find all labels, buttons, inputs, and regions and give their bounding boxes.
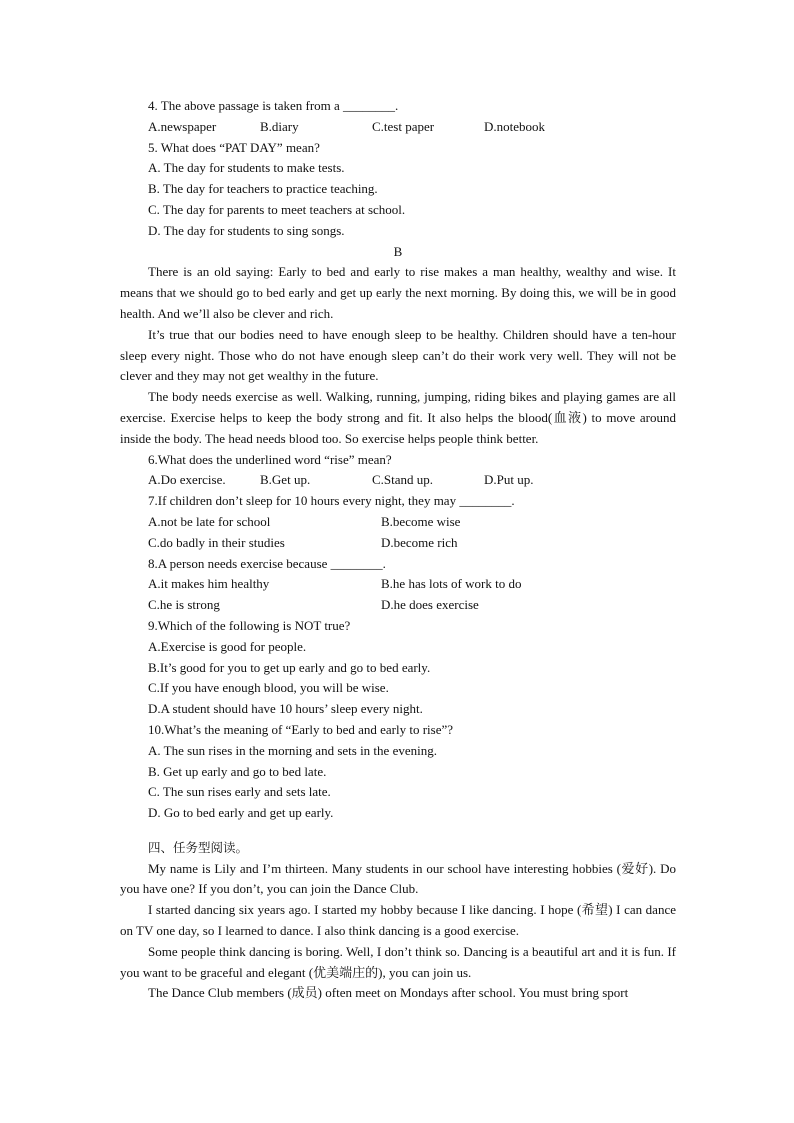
question-8-options-row-2 <box>120 595 676 616</box>
passage-b-paragraph-1: There is an old saying: Early to bed and early to rise makes a man healthy, wealthy and wise. It means that we should go to bed early and get up early the next morning. By doing this, we will be in good health. And we’ll also be clever and rich. <box>120 264 676 321</box>
option-c: C.If you have enough blood, you will be wise. <box>148 680 389 696</box>
option-d: D.notebook <box>484 118 546 134</box>
option-b: B.It’s good for you to get up early and go to bed early. <box>148 659 431 675</box>
passage-b-paragraph-3: The body needs exercise as well. Walking, running, jumping, riding bikes and playing games are all exercise. Exercise helps to keep the body strong and fit. It also helps the blood(血液) to move around inside the body. The head needs blood too. So exercise helps people think better. <box>120 389 676 446</box>
option-b: B.become wise <box>381 513 461 529</box>
option-c: C.do badly in their studies <box>148 534 285 550</box>
question-7-options-row-2 <box>120 533 676 554</box>
section-4-paragraph-2: I started dancing six years ago. I started my hobby because I like dancing. I hope (希望) I can dance on TV one day, so I learned to dance. I also think dancing is a good exercise. <box>120 902 676 939</box>
option-b: B. Get up early and go to bed late. <box>148 763 327 779</box>
question-8-stem: 8.A person needs exercise because ________. <box>148 555 386 571</box>
option-c: C.test paper <box>372 118 435 134</box>
option-a: A.not be late for school <box>148 513 271 529</box>
option-d: D.he does exercise <box>381 597 479 613</box>
question-7-stem: 7.If children don’t sleep for 10 hours every night, they may ________. <box>148 493 515 509</box>
section-4-paragraph-3: Some people think dancing is boring. Well, I don’t think so. Dancing is a beautiful art and it is fun. If you want to be graceful and elegant (优美端庄的), you can join us. <box>120 943 676 980</box>
question-10-stem: 10.What’s the meaning of “Early to bed and early to rise”? <box>148 721 454 737</box>
section-4-heading: 四、任务型阅读。 <box>148 839 249 855</box>
option-a: A.it makes him healthy <box>148 576 270 592</box>
option-d: D. The day for students to sing songs. <box>148 222 345 238</box>
option-d: D.Put up. <box>484 472 534 488</box>
question-6-stem: 6.What does the underlined word “rise” mean? <box>148 451 392 467</box>
option-c: C.he is strong <box>148 597 220 613</box>
option-c: C.Stand up. <box>372 472 434 488</box>
option-a: A.Exercise is good for people. <box>148 638 307 654</box>
question-8-options-row-1 <box>120 574 676 595</box>
question-9-stem: 9.Which of the following is NOT true? <box>148 617 351 633</box>
option-d: D.A student should have 10 hours’ sleep every night. <box>148 701 423 717</box>
question-5-stem: 5. What does “PAT DAY” mean? <box>148 139 320 155</box>
option-c: C. The day for parents to meet teachers at school. <box>148 201 406 217</box>
passage-b-paragraph-2: It’s true that our bodies need to have enough sleep to be healthy. Children should have a ten-hour sleep every night. Those who do not have enough sleep can’t do their work very well. They will not be clever and they may not get wealthy in the future. <box>120 326 676 384</box>
question-7-options-row-1 <box>120 512 676 533</box>
section-gap <box>120 824 676 838</box>
option-b: B.he has lots of work to do <box>381 576 522 592</box>
option-a: A. The sun rises in the morning and sets in the evening. <box>148 742 437 758</box>
option-d: D. Go to bed early and get up early. <box>148 805 334 821</box>
option-a: A.newspaper <box>148 118 217 134</box>
option-b: B.Get up. <box>260 472 311 488</box>
option-a: A. The day for students to make tests. <box>148 160 345 176</box>
passage-b-heading: B <box>393 243 403 259</box>
worksheet-page <box>120 96 676 1004</box>
section-4-paragraph-1: My name is Lily and I’m thirteen. Many students in our school have interesting hobbies (爱好). Do you have one? If you don’t, you can join the Dance Club. <box>120 860 676 897</box>
option-d: D.become rich <box>381 534 458 550</box>
option-a: A.Do exercise. <box>148 472 226 488</box>
option-b: B. The day for teachers to practice teaching. <box>148 181 378 197</box>
option-b: B.diary <box>260 118 299 134</box>
question-4-stem: 4. The above passage is taken from a ________. <box>148 98 399 113</box>
question-4-options <box>120 117 676 138</box>
section-4-paragraph-4: The Dance Club members (成员) often meet on Mondays after school. You must bring sport <box>148 985 629 1001</box>
option-c: C. The sun rises early and sets late. <box>148 784 331 800</box>
question-6-options <box>120 470 676 491</box>
